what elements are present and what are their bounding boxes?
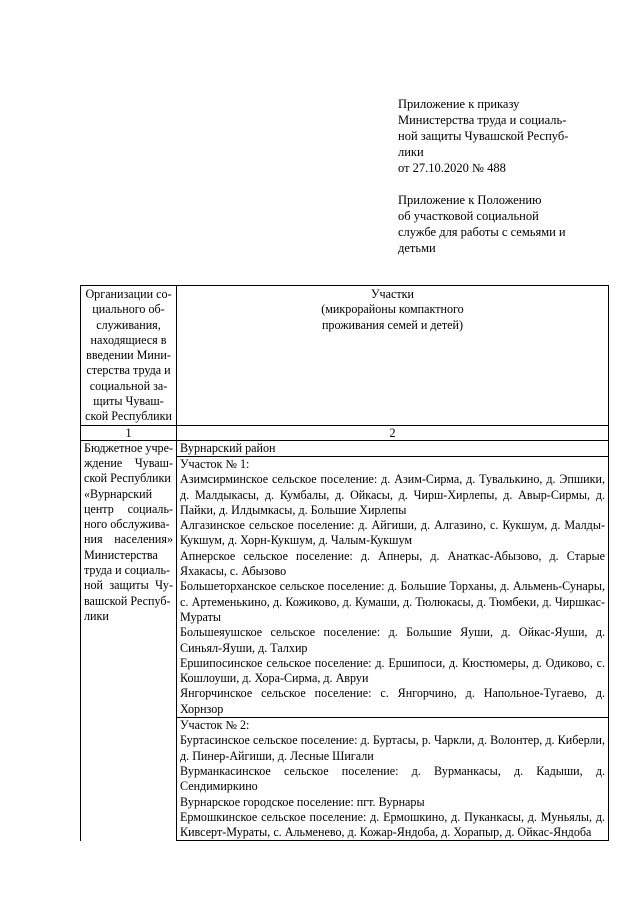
settlement-entry: Буртасинское сельское поселение: д. Буртасы, р. Чаркли, д. Волонтер, д. Киберли, д. Пинер-Айгиши, д. Лесные Шигали [180, 733, 605, 763]
section-title: Участок № 1: [180, 456, 250, 471]
settlement-entry: Азимсирминское сельское поселение: д. Азим-Сирма, д. Тувалькино, д. Эпшики, д. Малдыкасы, д. Кумбалы, д. Ойкасы, д. Чирш-Хирлепы, д. Авыр-Сирмы, д. Пайки, д. Илдымкасы, д. Большие Хирлепы [180, 472, 605, 517]
column-header-sections: Участки (микрорайоны компактного проживания семей и детей) [177, 286, 609, 426]
settlement-entry: Апнерское сельское поселение: д. Апнеры, д. Анаткас-Абызово, д. Старые Яхакасы, с. Абызово [180, 548, 605, 579]
header-line: лики [398, 145, 424, 159]
settlement-entry: Ермошкинское сельское поселение: д. Ермошкино, д. Пуканкасы, д. Муньялы, д. Кивсерт-Мураты, с. Альменево, д. Кожар-Яндоба, д. Хорапыр, д. Ойкас-Яндоба [180, 809, 605, 840]
header-line: от 27.10.2020 № 488 [398, 161, 506, 175]
header-line: службе для работы с семьями и [398, 225, 566, 239]
organization-cell: Бюджетное учре- ждение Чуваш- ской Республики «Вурнарский центр социаль- ного обслужива- ния населения» Министерства труда и социаль- ной защиты Чу- вашской Респуб- лики [81, 440, 177, 841]
section-title: Участок № 2: [180, 718, 250, 733]
header-line: Приложение к Положению [398, 193, 542, 207]
column-header-organizations: Организации со- циального об- служивания, находящиеся в введении Мини- стерства труда и социальной за- щиты Чуваш- ской Республики [81, 286, 177, 426]
settlement-entry: Ершипосинское сельское поселение: д. Ершипоси, д. Кюстюмеры, д. Одиково, с. Кошлоуши, д. Хора-Сирма, д. Авруи [180, 655, 605, 686]
section-1-cell [177, 456, 609, 717]
header-line: ной защиты Чувашской Респуб- [398, 129, 569, 143]
column-number-row [81, 425, 609, 440]
settlement-entry: Алгазинское сельское поселение: д. Айгиши, д. Алгазино, с. Кукшум, д. Малды-Кукшум, д. Хорн-Кукшум, д. Чалым-Кукшум [180, 518, 605, 548]
table-header-row [81, 286, 609, 426]
header-line: об участковой социальной [398, 209, 539, 223]
column-number: 1 [81, 425, 177, 440]
section-2-cell [177, 718, 609, 841]
order-appendix-header [398, 96, 602, 256]
header-line: детьми [398, 241, 436, 255]
table-row [81, 440, 609, 456]
settlement-entry: Вурманкасинское сельское поселение: д. Вурманкасы, д. Кадыши, д. Сендимиркино [180, 763, 605, 794]
settlement-entry: Большеяушское сельское поселение: д. Большие Яуши, д. Ойкас-Яуши, д. Синьял-Яуши, д. Талхир [180, 625, 605, 655]
settlement-entry: Вурнарское городское поселение: пгт. Вурнары [180, 794, 425, 809]
district-name: Вурнарский район [177, 440, 609, 456]
column-number: 2 [177, 425, 609, 440]
header-line: Приложение к приказу [398, 97, 520, 111]
settlement-entry: Янгорчинское сельское поселение: с. Янгорчино, д. Напольное-Тугаево, д. Хорнзор [180, 686, 605, 716]
settlement-entry: Большеторханское сельское поселение: д. Большие Торханы, д. Альмень-Сунары, с. Артеменькино, д. Кожиково, д. Кумаши, д. Тюлюкасы, д. Тюмбеки, д. Чиршкас-Мураты [180, 579, 605, 624]
header-line: Министерства труда и социаль- [398, 113, 567, 127]
sections-table [80, 285, 608, 841]
